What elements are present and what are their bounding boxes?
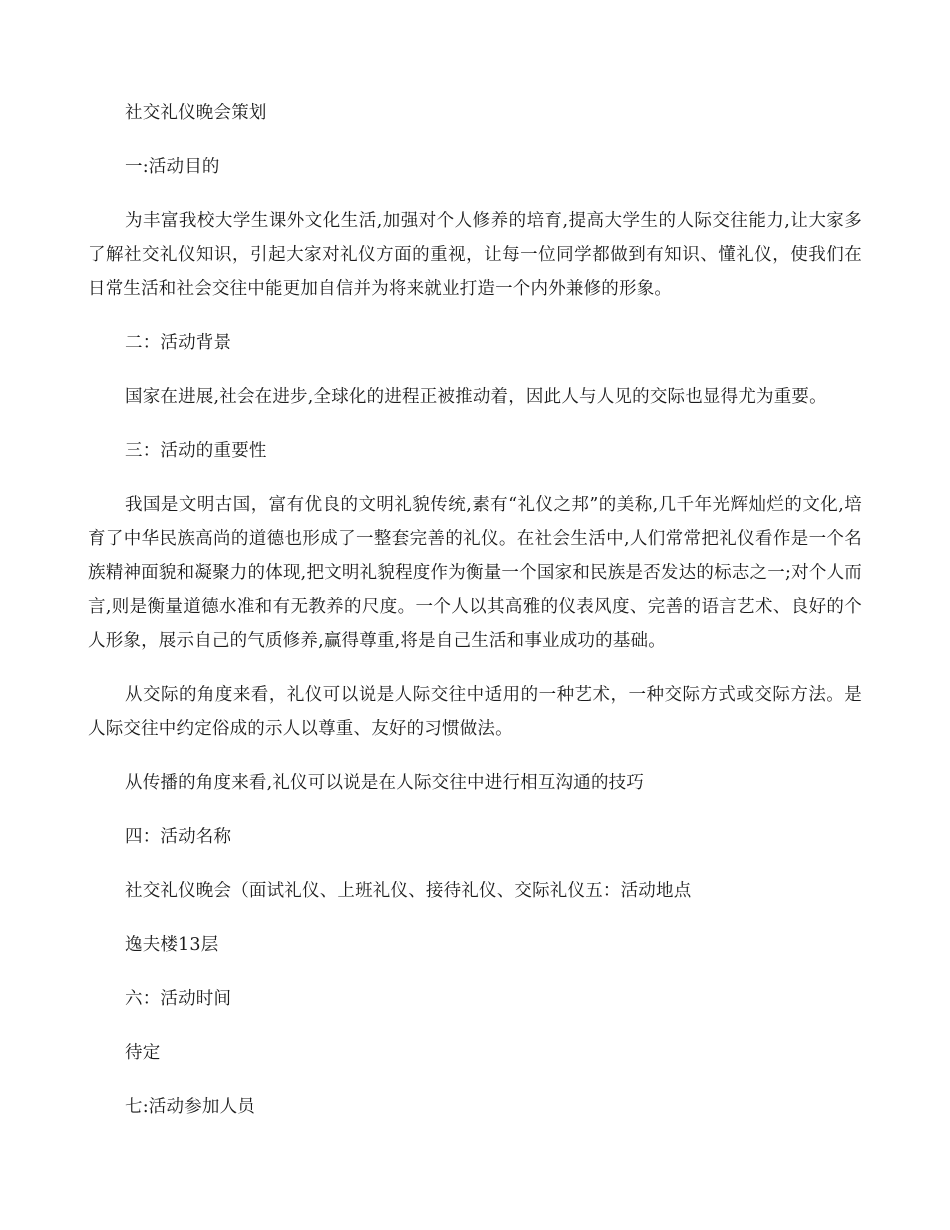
paragraph-propagation: 从传播的角度来看,礼仪可以说是在人际交往中进行相互沟通的技巧 [125,773,645,793]
section-heading-background: 二：活动背景 [125,333,232,353]
paragraph-location: 逸夫楼13层 [125,935,219,955]
paragraph-communication: 从交际的角度来看，礼仪可以说是人际交往中适用的一种艺术，一种交际方式或交际方法。是人际交往中约定俗成的示人以尊重、友好的习惯做法。 [88,685,862,739]
paragraph-purpose: 为丰富我校大学生课外文化生活,加强对个人修养的培育,提高大学生的人际交往能力,让大家多了解社交礼仪知识，引起大家对礼仪方面的重视，让每一位同学都做到有知识、懂礼仪，使我们在日常生活和社会交往中能更加自信并为将来就业打造一个内外兼修的形象。 [88,211,862,299]
section-heading-name: 四：活动名称 [125,827,232,847]
section-heading-time: 六：活动时间 [125,989,232,1009]
section-heading-participants: 七:活动参加人员 [125,1097,255,1117]
paragraph-background: 国家在进展,社会在进步,全球化的进程正被推动着，因此人与人见的交际也显得尤为重要。 [125,387,827,407]
paragraph-importance: 我国是文明古国，富有优良的文明礼貌传统,素有“礼仪之邦”的美称,几千年光辉灿烂的文化,培育了中华民族高尚的道德也形成了一整套完善的礼仪。在社会生活中,人们常常把礼仪看作是一个名族精神面貌和凝聚力的体现,把文明礼貌程度作为衡量一个国家和民族是否发达的标志之一;对个人而言,则是衡量道德水准和有无教养的尺度。一个人以其高雅的仪表风度、完善的语言艺术、良好的个人形象，展示自己的气质修养,赢得尊重,将是自己生活和事业成功的基础。 [88,495,862,651]
section-heading-purpose: 一:活动目的 [125,157,220,177]
paragraph-time: 待定 [125,1043,161,1063]
section-heading-importance: 三：活动的重要性 [125,441,267,461]
document-title: 社交礼仪晚会策划 [125,103,267,123]
paragraph-name-location: 社交礼仪晚会（面试礼仪、上班礼仪、接待礼仪、交际礼仪五：活动地点 [125,881,692,901]
